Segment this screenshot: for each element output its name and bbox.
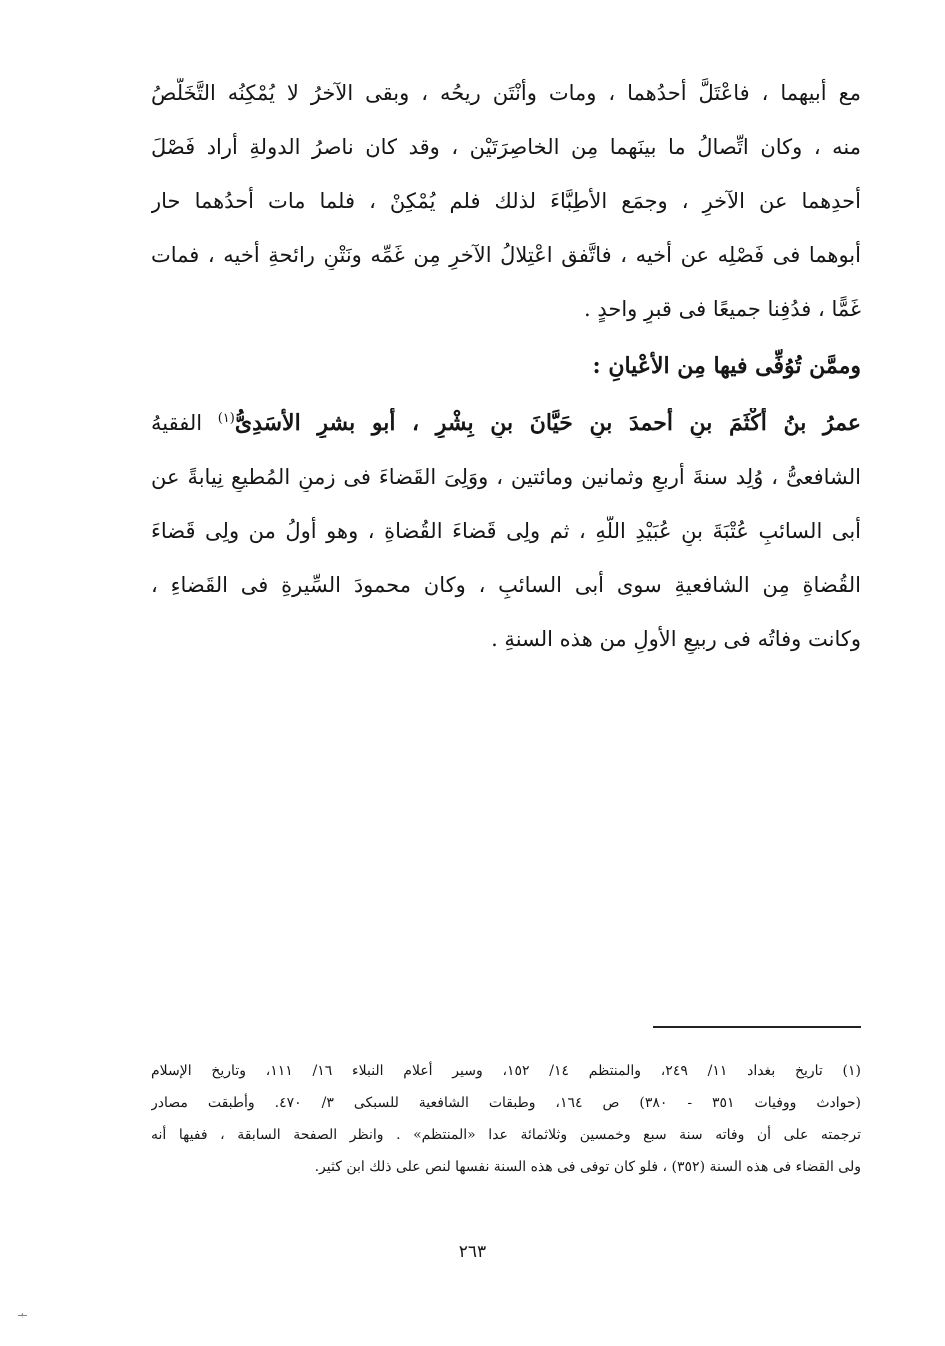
text-line: أبى السائبِ عُتْبَةَ بنِ عُبَيْدِ اللَّهِ ، ثم ولِى قَضاءَ القُضاةِ ، وهو أولُ من ولِى قَضاءَ xyxy=(151,519,861,543)
footnote-divider xyxy=(653,1026,861,1028)
text-line: أحدِهما عن الآخرِ ، وجمَع الأطِبَّاءَ لذلك فلم يُمْكِنْ ، فلما مات أحدُهما حار xyxy=(151,189,861,213)
section-heading: وممَّن تُوُفِّى فيها مِن الأعْيانِ : xyxy=(592,353,861,379)
page-number: ٢٦٣ xyxy=(458,1242,487,1262)
footnote-line: ولى القضاء فى هذه السنة (٣٥٢) ، فلو كان توفى فى هذه السنة نفسها لنص على ذلك ابن كثير. xyxy=(314,1159,861,1175)
text-line: القُضاةِ مِن الشافعيةِ سوى أبى السائبِ ، وكان محمودَ السِّيرةِ فى القَضاءِ ، xyxy=(151,573,861,597)
text-line: وكانت وفاتُه فى ربيعٍ الأولِ من هذه السنةِ . xyxy=(491,627,861,651)
scan-mark: ـبـ xyxy=(18,1308,27,1319)
text-fragment: الفقيهُ xyxy=(151,411,203,435)
main-paragraph xyxy=(151,78,861,348)
text-line: غَمًّا ، فدُفِنا جميعًا فى قبرٍ واحدٍ . xyxy=(583,297,861,321)
footnotes xyxy=(151,1060,861,1188)
biography-paragraph xyxy=(151,408,861,678)
person-name: عمرُ بنُ أكْثَمَ بنِ أحمدَ بنِ حَيَّانَ بنِ بِشْرٍ ، أبو بشرٍ الأسَدِىُّ xyxy=(234,410,861,436)
text-line: مع أبيهما ، فاعْتَلَّ أحدُهما ، ومات وأنْتَن ريحُه ، وبقى الآخرُ لا يُمْكِنُه التَّخَلُّصُ xyxy=(151,81,861,105)
footnote-line: (حوادث ووفيات ٣٥١ - ٣٨٠) ص ١٦٤، وطبقات الشافعية للسبكى ٣/ ٤٧٠. وأطبقت مصادر xyxy=(151,1095,861,1111)
footnote-line: (١) تاريخ بغداد ١١/ ٢٤٩، والمنتظم ١٤/ ١٥٢، وسير أعلام النبلاء ١٦/ ١١١، وتاريخ الإسلام xyxy=(151,1063,861,1079)
footnote-reference[interactable]: (١) xyxy=(217,411,235,426)
biography-first-line xyxy=(151,408,861,438)
footnote-line: ترجمته على أن وفاته سنة سبع وخمسين وثلاثمائة عدا «المنتظم» . وانظر الصفحة السابقة ، ففيها أنه xyxy=(151,1127,861,1143)
text-line: أبوهما فى فَصْلِه عن أخيه ، فاتَّفق اعْتِلالُ الآخرِ مِن غَمِّه ونَتْنِ رائحةِ أخيه ، فمات xyxy=(151,243,861,267)
text-line: منه ، وكان اتِّصالُ ما بينَهما مِن الخاصِرَتَيْن ، وقد كان ناصرُ الدولةِ أراد فَصْلَ xyxy=(151,135,861,159)
text-line: الشافعىُّ ، وُلِد سنةَ أربعٍ وثمانين ومائتين ، ووَلِىَ القَضاءَ فى زمنِ المُطيعِ نِيابةً عن xyxy=(151,465,861,489)
